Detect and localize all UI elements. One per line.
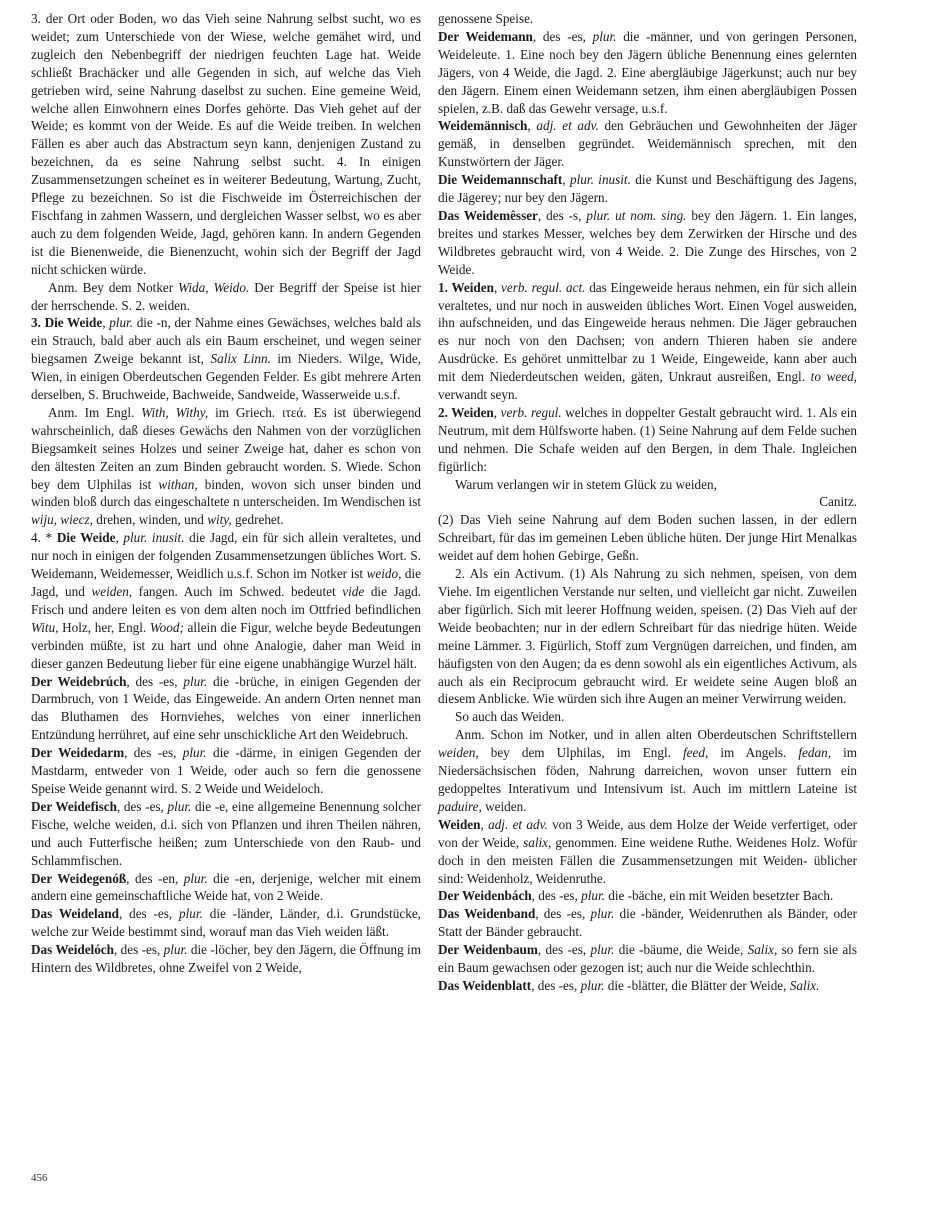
dictionary-paragraph: Der Weidenbách, des -es, plur. die -bäche, ein mit Weiden besetzter Bach. (438, 888, 834, 904)
dictionary-paragraph: (2) Das Vieh seine Nahrung auf dem Boden suchen lassen, in der edlern Schreibart, für das im gemeinen Leben übliche hüten. Der junge Hirt Menalkas weidet auf dem hohen Gebirge, Geßn. (438, 512, 857, 564)
dictionary-paragraph: Der Weidefisch, des -es, plur. die -e, eine allgemeine Benennung solcher Fische, welche weiden, d.i. sich von Pflanzen und ihren Theilen nähren, und auch Futterfische heißen; zum Unterschiede von den Raub- und Schlammfischen. (31, 798, 421, 868)
dictionary-paragraph: Das Weidenband, des -es, plur. die -bänder, Weidenruthen als Bänder, oder Statt der Bänder gebraucht. (438, 906, 857, 940)
dictionary-paragraph: Der Weidedarm, des -es, plur. die -därme, in einigen Gegenden der Mastdarm, entweder von 1 Weide, oder auch so fern die genossene Speise Weide genannt wird. S. 2 Weide und Weideloch. (31, 745, 422, 796)
dictionary-paragraph: Der Weidenbaum, des -es, plur. die -bäume, die Weide, Salix, so fern sie als ein Baum gewachsen oder gezogen ist; auch nur die Weide schlechthin. (438, 942, 857, 976)
dictionary-page (31, 10, 909, 1180)
dictionary-paragraph: 4. * Die Weide, plur. inusit. die Jagd, ein für sich allein veraltetes, und nur noch in einigen der folgenden Zusammensetzungen übliches Wort. S. Weidemann, Weidemesser, Weidlich u.s.f. Schon im Notker ist weido, die Jagd, und weiden, fangen. Auch im Schwed. bedeutet vide die Jagd. Frisch und andere leiten es von dem alten noch im Ottfried befindlichen Witu, Holz, her, Engl. Wood; allein die Figur, welche beyde Bedeutungen verbinden müßte, ist zu hart und ohne Analogie, daher man Weid in dieser ganzen Bedeutung lieber für eine eigene unabhängige Wurzel hält. (31, 530, 422, 671)
dictionary-paragraph: Warum verlangen wir in stetem Glück zu weiden, (455, 476, 717, 492)
dictionary-paragraph: Die Weidemannschaft, plur. inusit. die Kunst und Beschäftigung des Jagens, die Jägerey; nur bey den Jägern. (438, 172, 857, 206)
page-number: 456 (31, 1172, 48, 1184)
dictionary-paragraph: Weiden, adj. et adv. von 3 Weide, aus dem Holze der Weide verfertiget, oder von der Weide, salix, genommen. Eine weidene Ruthe. Weidenes Holz. Wofür doch in den meisten Fällen die Zusammensetzungen mit Weiden- üblicher sind: Weidenholz, Weidenruthe. (438, 816, 858, 886)
dictionary-paragraph: 3. der Ort oder Boden, wo das Vieh seine Nahrung selbst sucht, wo es weidet; zum Unterschiede von der Wiese, welche gemähet wird, und zugleich den Nebenbegriff der niedrigen feuchten Lage hat. Weide schließt Brachäcker und alle Gegenden in sich, auf welche das Vieh getrieben wird, seine Nahrung daselbst zu suchen. Eine gemeine Weid, welche allen Einwohnern eines Dorfes gehörte. Das Vieh gehet auf der Weide; es kommt von der Weide. Es auf die Weide treiben. In welchen Fällen es aber auch das Abstractum seyn kann, denjenigen Zustand zu bezeichnen, da es seine Nahrung selbst sucht. 4. In einigen Zusammensetzungen scheinet es in weiterer Bedeutung, Wartung, Zucht, Pflege zu bezeichnen. So ist die Fischweide im Österreichischen der Fischfang in zahmen Wassern, und dergleichen Wasser selbst, wo es aber auch zu dem folgenden Weide, Jagd, gehören kann. In andern Gegenden ist die Bienenweide, die Bienenzucht, wohin sich der Begriff der Jagd nicht schicken würde. (31, 11, 421, 277)
dictionary-paragraph: Anm. Im Engl. With, Withy, im Griech. ιτεά. Es ist überwiegend wahrscheinlich, daß dieses Gewächs den Nahmen von der vorzüglichen Biegsamkeit seines Holzes und seiner Zweige hat, daher es schon von den ältesten Zeiten an zum Binden gebraucht worden. S. Wiede. Schon bey dem Ulphilas ist withan, binden, wovon sich unser binden und winden bloß durch das eingeschaltete n unterscheiden. Im Wendischen ist wiju, wiecz, drehen, winden, und wity, gedrehet. (31, 404, 422, 528)
dictionary-paragraph: 2. Weiden, verb. regul. welches in doppelter Gestalt gebraucht wird. 1. Als ein Neutrum, mit dem Hülfsworte haben. (1) Seine Nahrung auf dem Felde suchen und nehmen. Die Schafe weiden auf den Bergen, in dem Thale. Ingleichen figürlich: (438, 404, 858, 474)
dictionary-paragraph: Canitz. (819, 494, 857, 510)
dictionary-paragraph: 3. Die Weide, plur. die -n, der Nahme eines Gewächses, welches bald als ein Strauch, bald aber auch als ein Baum erscheinet, und wegen seiner biegsamen Zweige bekannt ist, Salix Linn. im Nieders. Wilge, Wide, Wien, in einigen Oberdeutschen Gegenden Felder. Es gibt mehrere Arten derselben, S. Bruchweide, Bachweide, Sandweide, Wasserweide u.s.f. (31, 315, 421, 403)
dictionary-paragraph: Weidemännisch, adj. et adv. den Gebräuchen und Gewohnheiten der Jäger gemäß, in denselben gegründet. Weidemännisch sprechen, mit den Kunstwörtern der Jäger. (438, 118, 858, 170)
dictionary-paragraph: Der Weidegenóß, des -en, plur. die -en, derjenige, welcher mit einem andern eine gemeinschaftliche Weide hat, von 2 Weide. (31, 870, 421, 904)
dictionary-paragraph: genossene Speise. (438, 11, 534, 26)
right-column (438, 10, 857, 995)
dictionary-paragraph: Das Weidemêsser, des -s, plur. ut nom. sing. bey den Jägern. 1. Ein langes, breites und starkes Messer, welches bey dem Zerwirken der Hirsche und des Wildbretes gebraucht wird, von 4 Weide. 2. Die Zunge des Hirsches, von 2 Weide. (438, 207, 857, 277)
dictionary-paragraph: 2. Als ein Activum. (1) Als Nahrung zu sich nehmen, speisen, von dem Viehe. Im eigentlichen Verstande nur selten, und vielleicht gar nicht. Zuweilen aber figürlich. Sich mit leerer Hoffnung weiden, speisen. (2) Das Vieh auf der Weide beobachten; nur in der edlern Schreibart für das niedrige hüten. Weide meine Lämmer. 3. Figürlich, Stoff zum Vergnügen darreichen, und finden, am häufigsten von den Augen; da es denn sowohl als ein eigentliches Activum, als auch als ein Reciprocum gebraucht wird. Er weidete seine Augen bloß an diesem Anblicke. Wie würden sich ihre Augen an meiner Verwirrung weiden. (438, 566, 857, 707)
dictionary-paragraph: Der Weidebrúch, des -es, plur. die -brüche, in einigen Gegenden der Darmbruch, von 1 Weide, das Eingeweide. An andern Orten nennet man das Bluthamen des Hornviehes, welches von einer innerlichen Entzündung herrühret, auf eine sehr unschickliche Art den Weidebruch. (31, 673, 421, 743)
dictionary-paragraph: So auch das Weiden. (455, 709, 565, 725)
dictionary-paragraph: Anm. Schon im Notker, und in allen alten Oberdeutschen Schriftstellern weiden, bey dem Ulphilas, im Engl. feed, im Angels. fedan, im Niedersächsischen föden, Nahrung darreichen, wovon unser futtern ein gedoppeltes Interativum und Intensivum ist. Auch im mittlern Lateine ist paduire, weiden. (438, 727, 858, 814)
dictionary-paragraph: Der Weidemann, des -es, plur. die -männer, und von geringen Personen, Weideleute. 1. Eine noch bey den Jägern übliche Benennung eines gelernten Jägers, von 4 Weide, die Jagd. 2. Eine abergläubige Jägerkunst; auch nur bey den Jägern. Einem einen Weidemann setzen, ihm einen abergläubigen Possen spielen, z.B. daß das Gewehr versage, u.s.f. (438, 28, 857, 116)
dictionary-paragraph: 1. Weiden, verb. regul. act. das Eingeweide heraus nehmen, ein für sich allein veraltetes, und nur noch in ausweiden übliches Wort. Einen Vogel ausweiden, ihn aufschneiden, und das Eingeweide heraus nehmen. Die Jäger gebrauchen es nur noch von den Dachsen; von andern Thieren haben sie andere Ausdrücke. Es gehöret unmittelbar zu 1 Weide, Eingeweide, kann aber auch mit dem Niederdeutschen weiden, gäten, Unkraut ausreißen, Engl. to weed, verwandt seyn. (438, 279, 858, 403)
dictionary-paragraph: Das Weidenblatt, des -es, plur. die -blätter, die Blätter der Weide, Salix. (438, 977, 820, 993)
dictionary-paragraph: Anm. Bey dem Notker Wida, Weido. Der Begriff der Speise ist hier der herrschende. S. 2. weiden. (31, 279, 421, 313)
dictionary-paragraph: Das Weidelóch, des -es, plur. die -löcher, bey den Jägern, die Öffnung im Hintern des Wildbretes, ohne Zweifel von 2 Weide, (31, 942, 421, 976)
left-column (31, 10, 421, 977)
dictionary-paragraph: Das Weideland, des -es, plur. die -länder, Länder, d.i. Grundstücke, welche zur Weide bestimmt sind, worauf man das Vieh weiden läßt. (31, 906, 421, 940)
